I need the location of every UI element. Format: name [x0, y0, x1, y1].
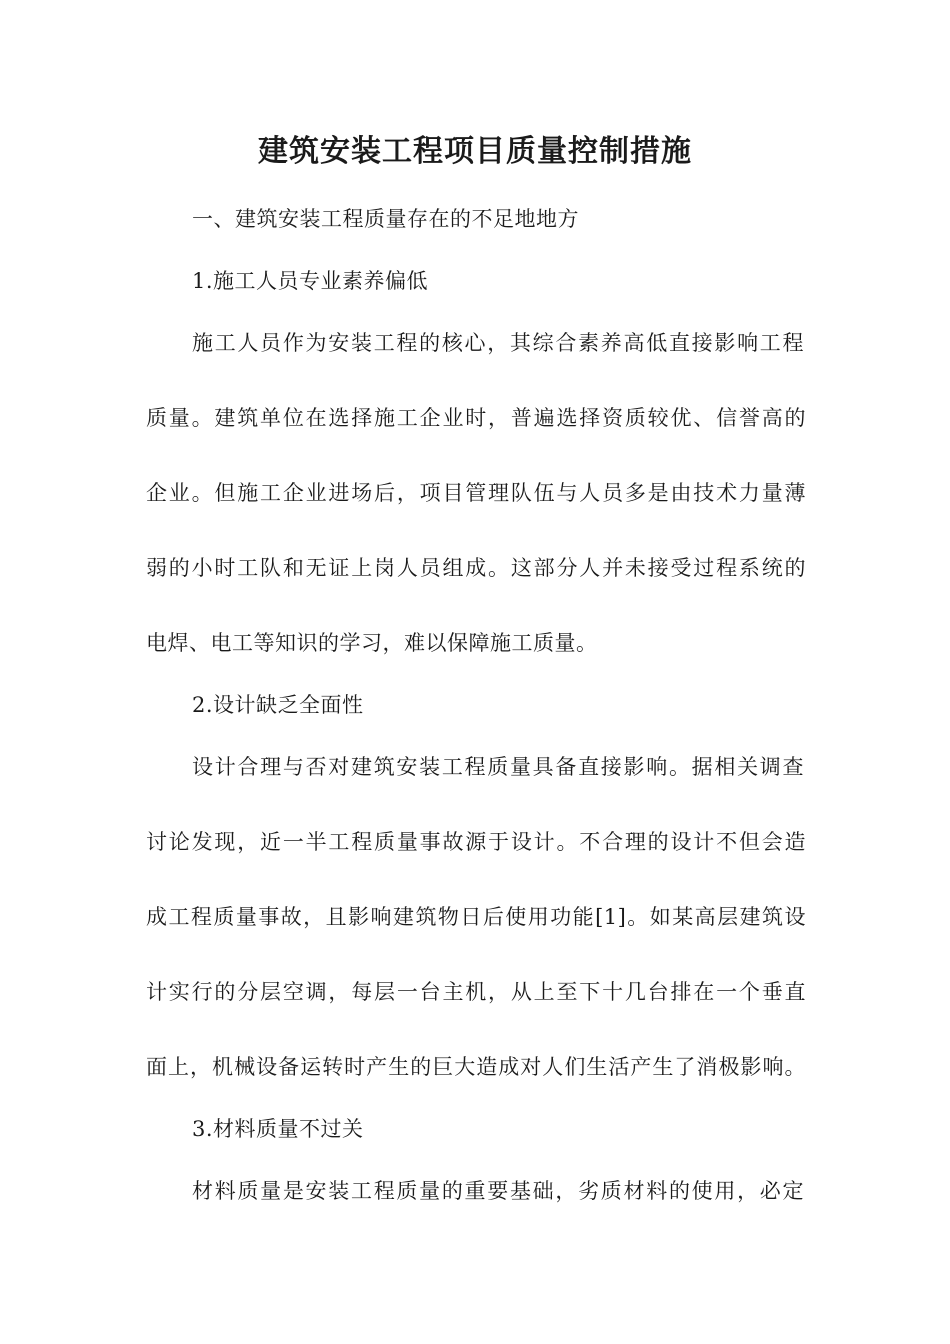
- subsection-heading-2: 2.设计缺乏全面性: [192, 693, 364, 717]
- paragraph-2-line-5: 面上，机械设备运转时产生的巨大造成对人们生活产生了消极影响。: [146, 1055, 806, 1079]
- paragraph-1-line-4: 弱的小时工队和无证上岗人员组成。这部分人并未接受过程系统的: [146, 556, 806, 580]
- paragraph-2-line-1: 设计合理与否对建筑安装工程质量具备直接影响。据相关调查: [192, 755, 804, 779]
- paragraph-3-line-1: 材料质量是安装工程质量的重要基础，劣质材料的使用，必定: [192, 1179, 804, 1203]
- paragraph-1-line-3: 企业。但施工企业进场后，项目管理队伍与人员多是由技术力量薄: [146, 481, 806, 505]
- section-heading-1: 一、建筑安装工程质量存在的不足地地方: [192, 207, 579, 231]
- document-title: 建筑安装工程项目质量控制措施: [258, 134, 692, 169]
- paragraph-2-line-3: 成工程质量事故，且影响建筑物日后使用功能[1]。如某高层建筑设: [146, 905, 806, 929]
- paragraph-1-line-5: 电焊、电工等知识的学习，难以保障施工质量。: [146, 631, 598, 655]
- paragraph-2-line-2: 讨论发现，近一半工程质量事故源于设计。不合理的设计不但会造: [146, 830, 806, 854]
- paragraph-1-line-1: 施工人员作为安装工程的核心，其综合素养高低直接影响工程: [192, 331, 804, 355]
- subsection-heading-1: 1.施工人员专业素养偏低: [192, 269, 429, 293]
- subsection-heading-3: 3.材料质量不过关: [192, 1117, 364, 1141]
- paragraph-1-line-2: 质量。建筑单位在选择施工企业时，普遍选择资质较优、信誉高的: [146, 406, 806, 430]
- paragraph-2-line-4: 计实行的分层空调，每层一台主机，从上至下十几台排在一个垂直: [146, 980, 806, 1004]
